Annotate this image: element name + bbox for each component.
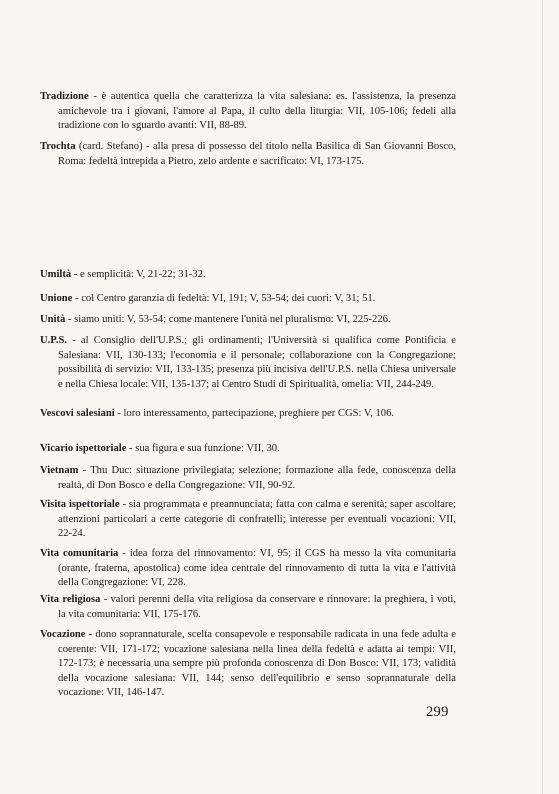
entry-term: Vescovi salesiani [40, 408, 115, 419]
entry-term: Tradizione [40, 91, 89, 102]
index-entry-vita-comunitaria [40, 547, 456, 591]
entry-text: - idea forza del rinnovamento: VI, 95; il CGS ha messo la vita comunitaria (orante, fraterna, apostolica) come idea centrale del rinnovamento di tutta la vita e l'attività della Congregazione: VI, 228. [58, 548, 456, 589]
entry-term: Unità [40, 314, 66, 325]
entry-text: - sia programmata e preannunciata; fatta con calma e serenità; saper ascoltare; attenzioni particolari a certe categorie di confratelli; interesse per eventuali vocazioni: VII, 22-24. [58, 499, 456, 540]
index-entry-trochta [40, 140, 456, 169]
page-number: 299 [426, 704, 449, 720]
entry-term: Vita religiosa [40, 594, 101, 605]
index-entry-vita-religiosa [40, 593, 456, 622]
entry-text: - siamo uniti: V, 53-54; come mantenere l'unità nel pluralismo: VI, 225-226. [65, 314, 391, 325]
index-entry-tradizione [40, 90, 456, 134]
entry-term: Vietnam [40, 465, 79, 476]
entry-term: Visita ispettoriale [40, 499, 120, 510]
index-entry-visita-ispettoriale [40, 498, 456, 542]
entry-term: Vicario ispettoriale [40, 443, 127, 454]
entry-term: Trochta [40, 141, 76, 152]
entry-text: - valori perenni della vita religiosa da conservare e rinnovare: la preghiera, i voti, la vita comunitaria: VII, 175-176. [58, 594, 456, 620]
entry-text: - Thu Duc: situazione privilegiata; selezione; formazione alla fede, conoscenza della realtà, di Don Bosco e della Congregazione: VII, 90-92. [58, 465, 456, 491]
entry-term: U.P.S. [40, 335, 67, 346]
entry-term: Vita comunitaria [40, 548, 119, 559]
entry-text: - col Centro garanzia di fedeltà: VI, 191; V, 53-54; dei cuori: V, 31; 51. [72, 293, 376, 304]
entry-text: - è autentica quella che caratterizza la vita salesiana: es. l'assistenza, la presenza amichevole tra i giovani, l'amore al Papa, il culto della liturgia: VII, 105-106; fedeli alla tradizione con lo sguardo avanti: VII, 88-89. [58, 91, 456, 132]
entry-text: - dono soprannaturale, scelta consapevole e responsabile radicata in una fede adulta e coerente: VII, 171-172; vocazione salesiana nella linea della fedeltà e adatta ai tempi: VII, 172-173; è necessaria una sempre più profonda conoscenza di Don Bosco: VII, 173; validità della vocazione salesiana: VII, 144; senso dell'equilibrio e senso soprannaturale della vocazione: VII, 146-147. [58, 629, 456, 699]
index-entry-vicario-ispettoriale [40, 442, 456, 457]
page-edge [542, 0, 543, 794]
entry-term: Unione [40, 293, 73, 304]
index-entry-umilta [40, 268, 456, 283]
index-entry-vocazione [40, 628, 456, 701]
entry-text: - al Consiglio dell'U.P.S.; gli ordinamenti; l'Università si qualifica come Pontificia e Salesiana: VII, 130-133; l'economia e il personale; collaborazione con la Congregazione; possibilità di servizio: VII, 133-135; presenza più incisiva dell'U.P.S. nella Chiesa universale e nella Chiesa locale: VII, 135-137; al Centro Studi di Spiritualità, omelia: VII, 244-249. [58, 335, 456, 390]
index-entry-unione [40, 292, 456, 307]
entry-text: (card. Stefano) - alla presa di possesso del titolo nella Basilica di San Giovanni Bosco, Roma: fedeltà intrepida a Pietro, zelo ardente e sacrificato: VI, 173-175. [58, 141, 456, 167]
entry-term: Umiltà [40, 269, 72, 280]
index-entry-vescovi-salesiani [40, 407, 456, 422]
index-entry-unita [40, 313, 456, 328]
entry-term: Vocazione [40, 629, 86, 640]
entry-text: - loro interessamento, partecipazione, preghiere per CGS: V, 106. [114, 408, 395, 419]
index-entry-vietnam [40, 464, 456, 493]
entry-text: - e semplicità: V, 21-22; 31-32. [71, 269, 206, 280]
entry-text: - sua figura e sua funzione: VII, 30. [126, 443, 280, 454]
index-entry-ups [40, 334, 456, 392]
